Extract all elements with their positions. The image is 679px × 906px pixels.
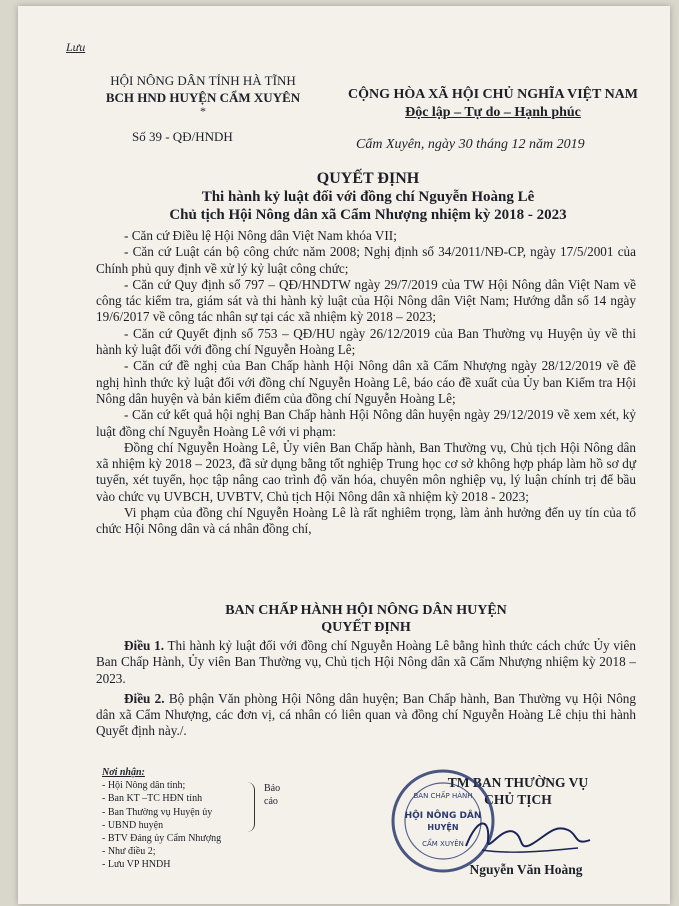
recipient-item: - Ban KT –TC HĐN tỉnh	[102, 793, 203, 805]
report-tag-line2: cáo	[264, 796, 278, 807]
recipient-item: - Lưu VP HNDH	[102, 859, 171, 871]
seal-text-top: BAN CHẤP HÀNH	[413, 792, 473, 800]
recipients-title: Nơi nhận:	[102, 767, 145, 778]
council-name: BAN CHẤP HÀNH HỘI NÔNG DÂN HUYỆN	[225, 603, 507, 618]
basis-paragraph: - Căn cứ Điều lệ Hội Nông dân Việt Nam khóa VII;	[124, 228, 397, 243]
document-number: Số 39 - QĐ/HNDH	[132, 129, 233, 144]
basis-paragraph: - Căn cứ Luật cán bộ công chức năm 2008; Nghị định số 34/2011/NĐ-CP, ngày 17/5/2001 của Chính phủ quy định về xử lý kỷ luật công chức;	[96, 244, 636, 276]
signature-title-line1: TM BAN THƯỜNG VỤ	[447, 775, 589, 790]
basis-paragraph: - Căn cứ Quyết định số 753 – QĐ/HU ngày 26/12/2019 của Ban Thường vụ Huyện ủy về thi hành kỷ luật đối với đồng chí Nguyễn Hoàng Lê;	[96, 325, 636, 358]
recipients-list	[102, 766, 221, 872]
title-main: QUYẾT ĐỊNH	[316, 170, 420, 187]
recipient-item: - Như điều 2;	[102, 846, 156, 858]
article-text: Thi hành kỷ luật đối với đồng chí Nguyễn Hoàng Lê bằng hình thức cách chức Ủy viên Ban Chấp Hành, Ủy viên Ban Thường vụ, Chủ tịch Hội Nông dân xã Cẩm Nhượng nhiệm kỳ 2018 – 2023.	[96, 638, 636, 686]
issuer-org-line1: HỘI NÔNG DÂN TỈNH HÀ TĨNH	[110, 73, 296, 88]
basis-paragraph: - Căn cứ Quy định số 797 – QĐ/HNDTW ngày 29/7/2019 của TW Hội Nông dân Việt Nam về công tác kiểm tra, giám sát và thi hành kỷ luật của Hội Nông dân Việt Nam; Hướng dẫn số 14 ngày 19/6/2017 về công tác nhân sự tại các xã nhiệm kỳ 2018 – 2023;	[96, 276, 636, 325]
recipient-item: - Ban Thường vụ Huyện ủy	[102, 806, 213, 818]
document-page	[18, 6, 670, 904]
seal-text-mid1: HỘI NÔNG DÂN	[404, 811, 482, 821]
article-label: Điều 2.	[124, 690, 165, 706]
title-line1: Thi hành kỷ luật đối với đồng chí Nguyễn Hoàng Lê	[201, 189, 535, 205]
basis-paragraph: - Căn cứ đề nghị của Ban Chấp hành Hội Nông dân xã Cẩm Nhượng ngày 28/12/2019 về đề nghị hình thức kỷ luật đối với đồng chí Nguyễn Hoàng Lê, báo cáo đề xuất của Ủy ban Kiểm tra Hội Nông dân huyện và bản kiểm điểm của đồng chí Nguyễn Hoàng Lê;	[96, 358, 636, 406]
recipient-item: - BTV Đảng ủy Cẩm Nhượng	[102, 833, 222, 845]
article-text: Bộ phận Văn phòng Hội Nông dân huyện; Ban Chấp hành, Ban Thường vụ Hội Nông dân xã Cẩm Nhượng, các đơn vị, cá nhân có liên quan và đồng chí Nguyễn Hoàng Lê chịu thi hành Quyết định này./.	[96, 690, 636, 739]
recipients-brace	[244, 782, 255, 832]
recipient-item: - Hội Nông dân tỉnh;	[102, 780, 186, 792]
violation-assessment: Vi phạm của đồng chí Nguyễn Hoàng Lê là rất nghiêm trọng, làm ảnh hưởng đến uy tín của tổ chức Hội Nông dân và cá nhân đồng chí,	[96, 505, 636, 537]
basis-paragraph: - Căn cứ kết quả hội nghị Ban Chấp hành Hội Nông dân huyện ngày 29/12/2019 về xem xét, kỷ luật đồng chí Nguyễn Hoàng Lê với vi phạm:	[96, 407, 636, 439]
nation-name: CỘNG HÒA XÃ HỘI CHỦ NGHĨA VIỆT NAM	[347, 87, 638, 102]
national-header	[333, 86, 653, 122]
recipient-item: - UBND huyện	[102, 819, 164, 831]
national-motto: Độc lập – Tự do – Hạnh phúc	[405, 105, 581, 120]
handwritten-note: Lưu	[66, 40, 86, 54]
seal-text-mid2: HUYỆN	[427, 823, 459, 832]
report-tag	[264, 782, 280, 808]
report-tag-line1: Báo	[264, 783, 281, 794]
title-line2: Chủ tịch Hội Nông dân xã Cẩm Nhượng nhiệm kỳ 2018 - 2023	[169, 207, 567, 223]
document-title	[88, 170, 648, 224]
seal-text-bottom: CẨM XUYÊN	[422, 840, 464, 848]
issuer-header	[88, 72, 318, 116]
article-1	[96, 638, 636, 687]
council-heading	[96, 602, 636, 636]
document-date: Cẩm Xuyên, ngày 30 tháng 12 năm 2019	[356, 137, 585, 152]
handwritten-signature-icon	[458, 806, 598, 866]
violation-paragraph: Đồng chí Nguyễn Hoàng Lê, Ủy viên Ban Chấp hành, Ban Thường vụ, Chủ tịch Hội Nông dân xã nhiệm kỳ 2018 – 2023, đã sử dụng bằng tốt nghiệp Trung học cơ sở không hợp pháp làm hồ sơ dự tuyển, xét tuyển, học tập nâng cao trình độ văn hóa, chuyên môn nghiệp vụ, lý luận chính trị để bầu vào chức vụ UVBCH, UVBTV, Chủ tịch Hội Nông dân xã nhiệm kỳ 2018 - 2023;	[96, 439, 636, 504]
article-label: Điều 1.	[124, 638, 164, 653]
star-mark: *	[200, 104, 206, 118]
issuer-org-line2: BCH HND HUYỆN CẨM XUYÊN	[105, 90, 301, 105]
legal-bases	[96, 228, 636, 538]
article-2	[96, 691, 636, 740]
signer-name: Nguyễn Văn Hoàng	[469, 862, 583, 877]
articles	[96, 638, 636, 744]
signature-title-line2: CHỦ TỊCH	[484, 792, 552, 807]
decision-heading: QUYẾT ĐỊNH	[321, 620, 411, 635]
